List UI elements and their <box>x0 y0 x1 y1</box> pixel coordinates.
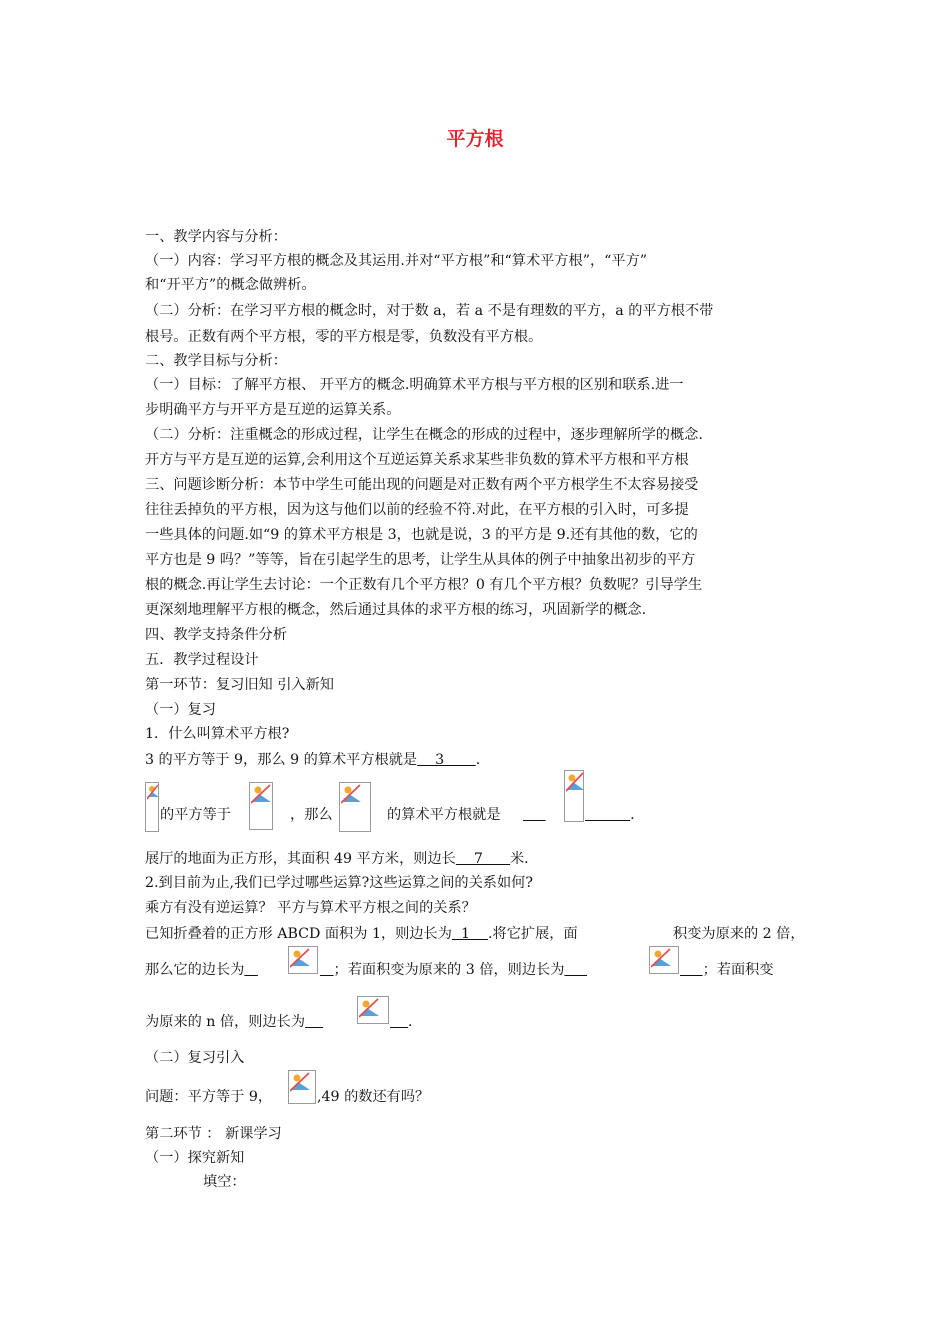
answer-blank-left <box>523 805 546 825</box>
paragraph-line: （一）目标：了解平方根、 开平方的概念.明确算术平方根与平方根的区别和联系.进一 <box>145 377 684 393</box>
fill-blank-line: 展厅的地面为正方形，其面积 49 平方米，则边长 7 米. <box>145 851 529 867</box>
fill-blank-line: 已知折叠着的正方形 ABCD 面积为 1，则边长为 1 .将它扩展，面 <box>145 926 578 942</box>
broken-image-icon <box>249 782 273 830</box>
text-span: 填空： <box>203 1174 246 1190</box>
question-line: 1．什么叫算术平方根? <box>145 726 290 742</box>
answer-blank: 1 <box>451 926 489 942</box>
broken-image-icon <box>288 1070 316 1104</box>
subsection-heading: （一）复习 <box>145 702 216 718</box>
answer-blank-right: . <box>630 807 635 823</box>
paragraph-line: 三、问题诊断分析：本节中学生可能出现的问题是对正数有两个平方根学生不太容易接受 <box>145 477 699 493</box>
answer-blank: 7 <box>455 851 510 867</box>
text-span: 的平方等于 <box>160 807 231 823</box>
paragraph-line: 往往丢掉负的平方根，因为这与他们以前的经验不符.对此，在平方根的引入时，可多提 <box>145 502 689 518</box>
answer-blank: 3 <box>417 752 476 768</box>
paragraph-line: （一）内容：学习平方根的概念及其运用.并对“平方根”和“算术平方根”，“平方” <box>145 253 648 269</box>
text-span: ；若面积变 <box>702 962 774 978</box>
section-heading: 二、教学目标与分析： <box>145 353 287 369</box>
paragraph-line: 一些具体的问题.如“9 的算术平方根是 3，也就是说，3 的平方是 9.还有其他的数，它的 <box>145 527 698 543</box>
text-span: ；若面积变为原来的 3 倍，则边长为 <box>333 962 565 978</box>
text-span: 积变为原来的 2 倍， <box>673 926 805 942</box>
page-title: 平方根 <box>446 128 504 150</box>
text-span: ,49 的数还有吗？ <box>317 1089 430 1105</box>
section-heading: 一、教学内容与分析： <box>145 229 287 245</box>
section-heading: 五．教学过程设计 <box>145 652 259 668</box>
text-span: 为原来的 n 倍，则边长为 <box>145 1014 306 1030</box>
paragraph-line: 开方与平方是互逆的运算,会利用这个互逆运算关系求某些非负数的算术平方根和平方根 <box>145 452 689 468</box>
text-span: ，那么 <box>290 807 333 823</box>
paragraph-line: 根的概念.再让学生去讨论：一个正数有几个平方根？0 有几个平方根？负数呢？引导学生 <box>145 577 703 593</box>
broken-image-icon <box>288 946 318 974</box>
fill-blank-line: 3 的平方等于 9，那么 9 的算术平方根就是 3 . <box>145 752 481 768</box>
broken-image-icon <box>145 782 159 832</box>
text-span: . <box>408 1014 413 1030</box>
paragraph-line: 更深刻地理解平方根的概念，然后通过具体的求平方根的练习，巩固新学的概念. <box>145 602 647 618</box>
text-span: 的算术平方根就是 <box>387 807 501 823</box>
text-span: 问题：平方等于 9， <box>145 1089 273 1105</box>
section-heading: 四、教学支持条件分析 <box>145 627 287 643</box>
paragraph-line: 步明确平方与开平方是互逆的运算关系。 <box>145 402 401 418</box>
broken-image-icon <box>564 770 584 822</box>
paragraph-line: （二）分析：注重概念的形成过程，让学生在概念的形成的过程中，逐步理解所学的概念. <box>145 427 703 443</box>
subsection-heading: （二）复习引入 <box>145 1050 245 1066</box>
broken-image-icon <box>339 782 371 832</box>
question-line: 乘方有没有逆运算？ 平方与算术平方根之间的关系？ <box>145 900 476 916</box>
paragraph-line: 和“开平方”的概念做辨析。 <box>145 277 316 293</box>
subsection-heading: 第一环节：复习旧知 引入新知 <box>145 677 334 693</box>
broken-image-icon <box>649 946 679 974</box>
paragraph-line: 根号。正数有两个平方根，零的平方根是零，负数没有平方根。 <box>145 329 543 345</box>
paragraph-line: （二）分析：在学习平方根的概念时，对于数 a，若 a 不是有理数的平方，a 的平方根不带 <box>145 303 714 319</box>
subsection-heading: （一）探究新知 <box>145 1150 245 1166</box>
paragraph-line: 平方也是 9 吗？”等等，旨在引起学生的思考，让学生从具体的例子中抽象出初步的平方 <box>145 552 696 568</box>
subsection-heading: 第二环节 ： 新课学习 <box>145 1126 282 1142</box>
question-line: 2.到目前为止,我们已学过哪些运算?这些运算之间的关系如何? <box>145 875 533 891</box>
text-span: 那么它的边长为 <box>145 962 245 978</box>
broken-image-icon <box>357 996 389 1024</box>
